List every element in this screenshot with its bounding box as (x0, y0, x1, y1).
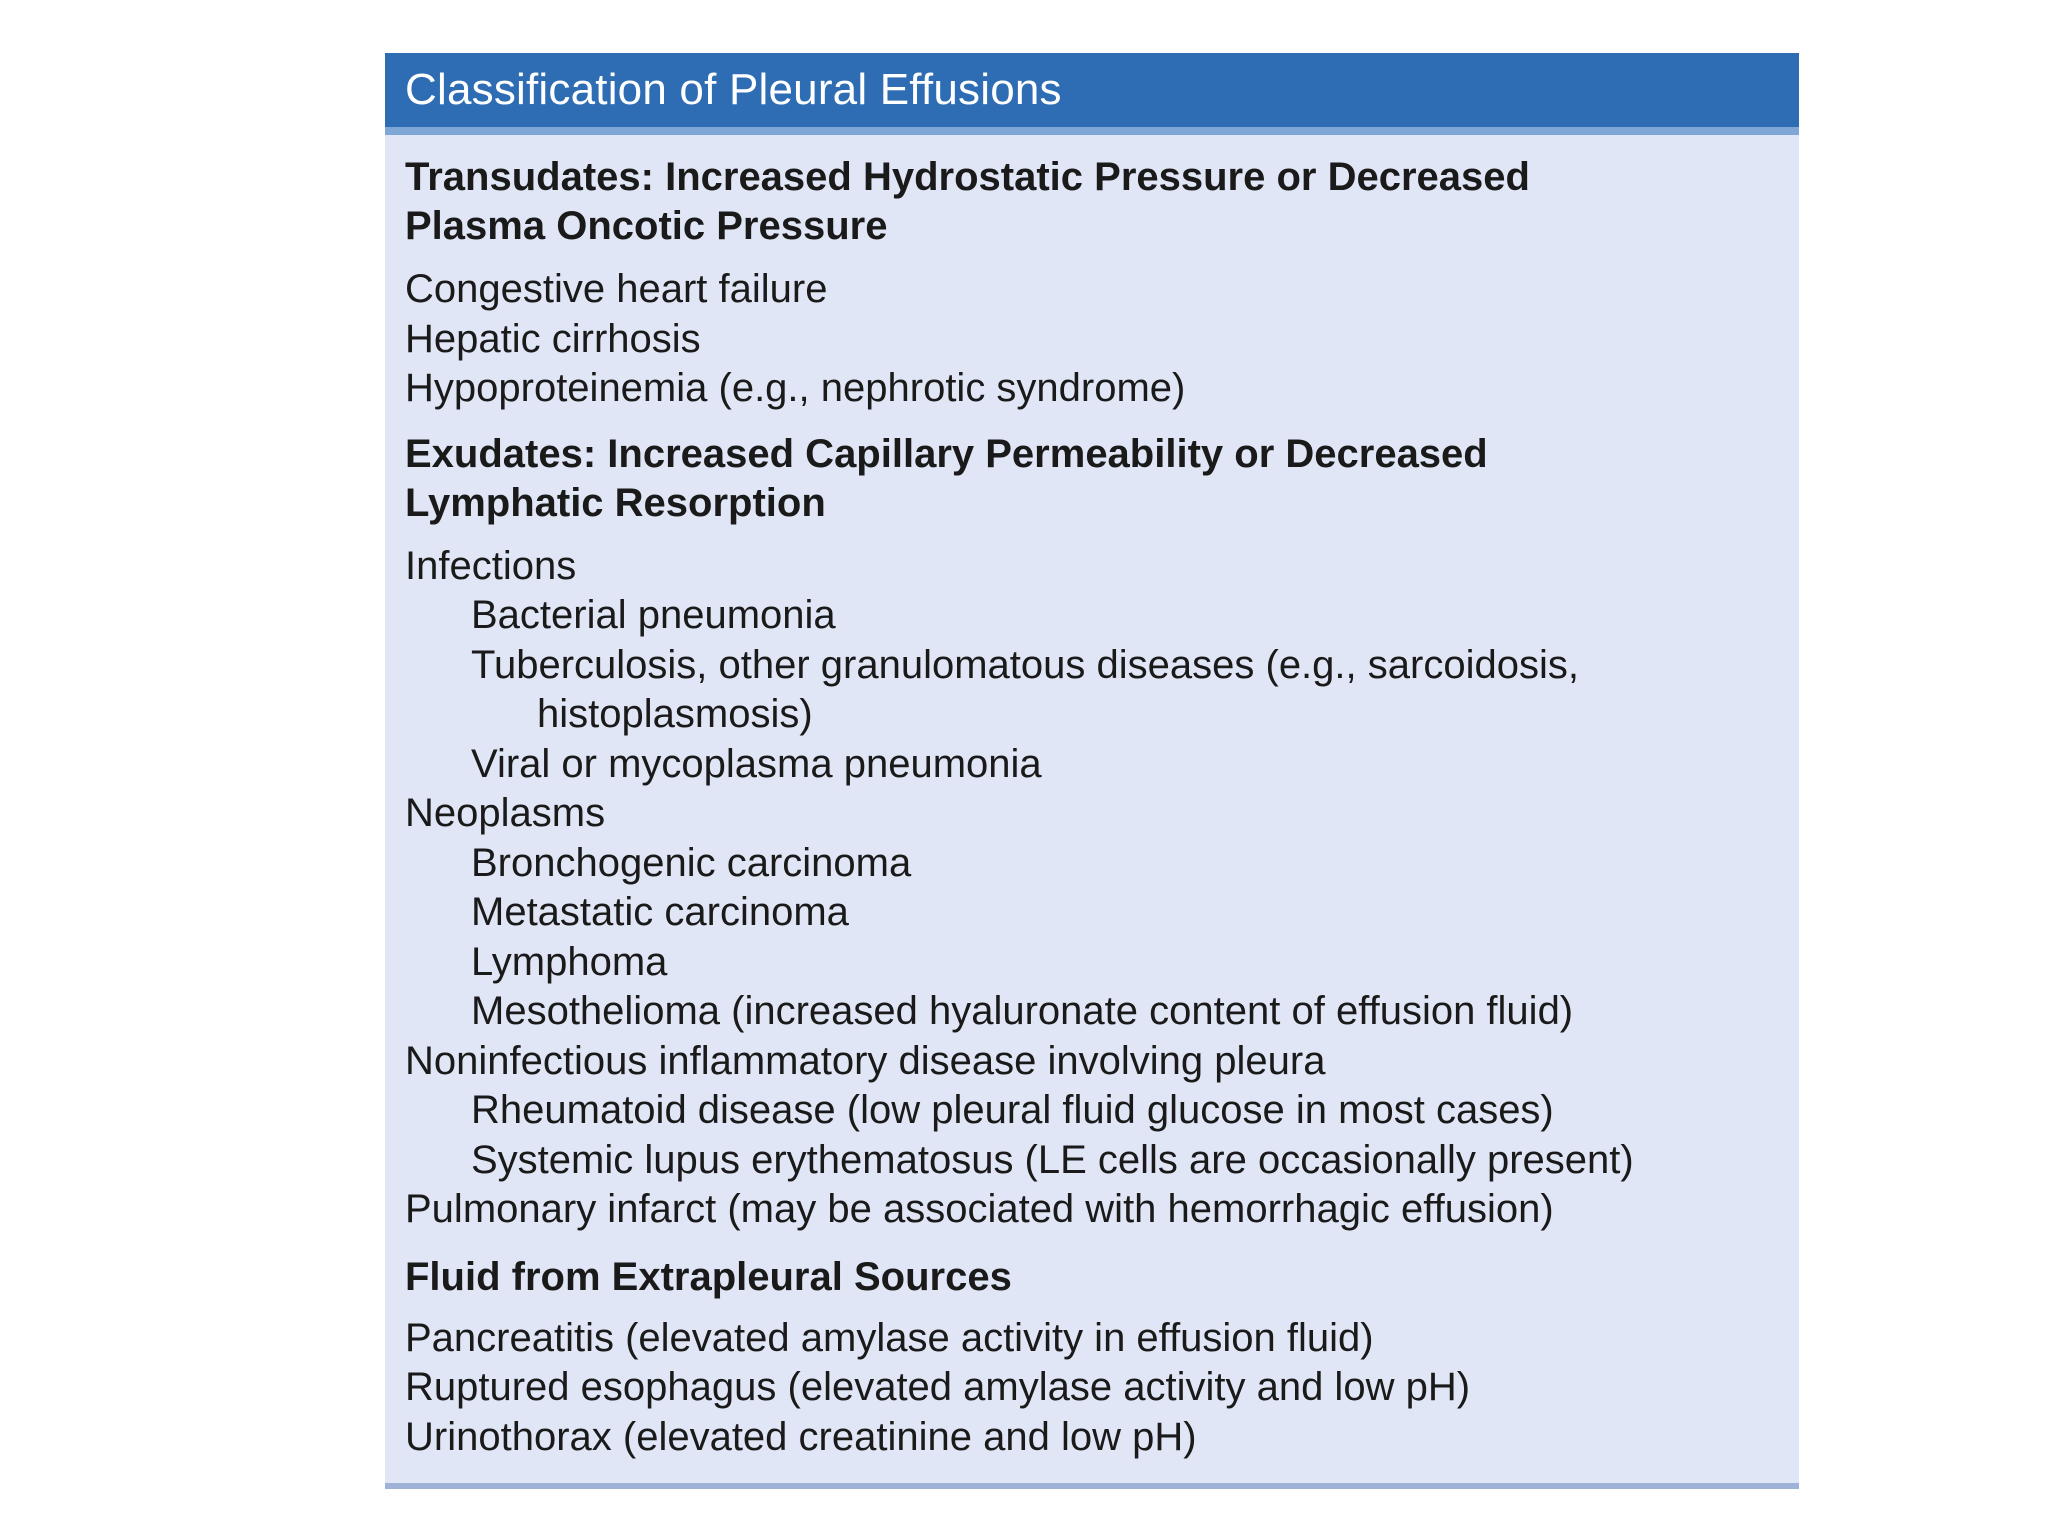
list-item: Lymphoma (471, 939, 668, 984)
list-item: Urinothorax (elevated creatinine and low pH) (405, 1414, 1197, 1459)
section-exudates (405, 430, 1779, 1235)
category-label: Infections (405, 543, 577, 588)
section-heading: Fluid from Extrapleural Sources (405, 1254, 1012, 1299)
classification-table (385, 53, 1799, 1489)
section-heading: Lymphatic Resorption (405, 480, 826, 525)
list-item: Metastatic carcinoma (471, 890, 849, 934)
section-extrapleural (405, 1253, 1779, 1463)
list-item: Bronchogenic carcinoma (471, 840, 912, 885)
list-item: Hepatic cirrhosis (405, 316, 701, 361)
list-item: Viral or mycoplasma pneumonia (471, 741, 1042, 786)
section-heading: Transudates: Increased Hydrostatic Pressure or Decreased (405, 155, 1530, 199)
section-transudates (405, 153, 1779, 414)
list-item: Mesothelioma (increased hyaluronate content of effusion fluid) (471, 989, 1574, 1033)
list-item: Congestive heart failure (405, 267, 828, 311)
section-heading: Plasma Oncotic Pressure (405, 204, 888, 248)
table-title: Classification of Pleural Effusions (405, 65, 1062, 114)
list-item: Bacterial pneumonia (471, 593, 836, 637)
list-item: Systemic lupus erythematosus (LE cells are occasionally present) (471, 1137, 1634, 1182)
section-heading: Exudates: Increased Capillary Permeability or Decreased (405, 431, 1488, 476)
table-body (385, 153, 1799, 1462)
list-item: Hypoproteinemia (e.g., nephrotic syndrome) (405, 366, 1186, 410)
category-label: Neoplasms (405, 791, 606, 835)
category-label: Noninfectious inflammatory disease involving pleura (405, 1038, 1326, 1083)
list-item: Pancreatitis (elevated amylase activity in effusion fluid) (405, 1315, 1374, 1360)
list-item-continuation: histoplasmosis) (537, 692, 813, 736)
list-item: Ruptured esophagus (elevated amylase activity and low pH) (405, 1365, 1471, 1409)
table-header (385, 53, 1799, 135)
list-item: Rheumatoid disease (low pleural fluid glucose in most cases) (471, 1088, 1554, 1132)
list-item: Tuberculosis, other granulomatous diseases (e.g., sarcoidosis, (471, 642, 1579, 687)
list-item: Pulmonary infarct (may be associated with hemorrhagic effusion) (405, 1187, 1554, 1231)
